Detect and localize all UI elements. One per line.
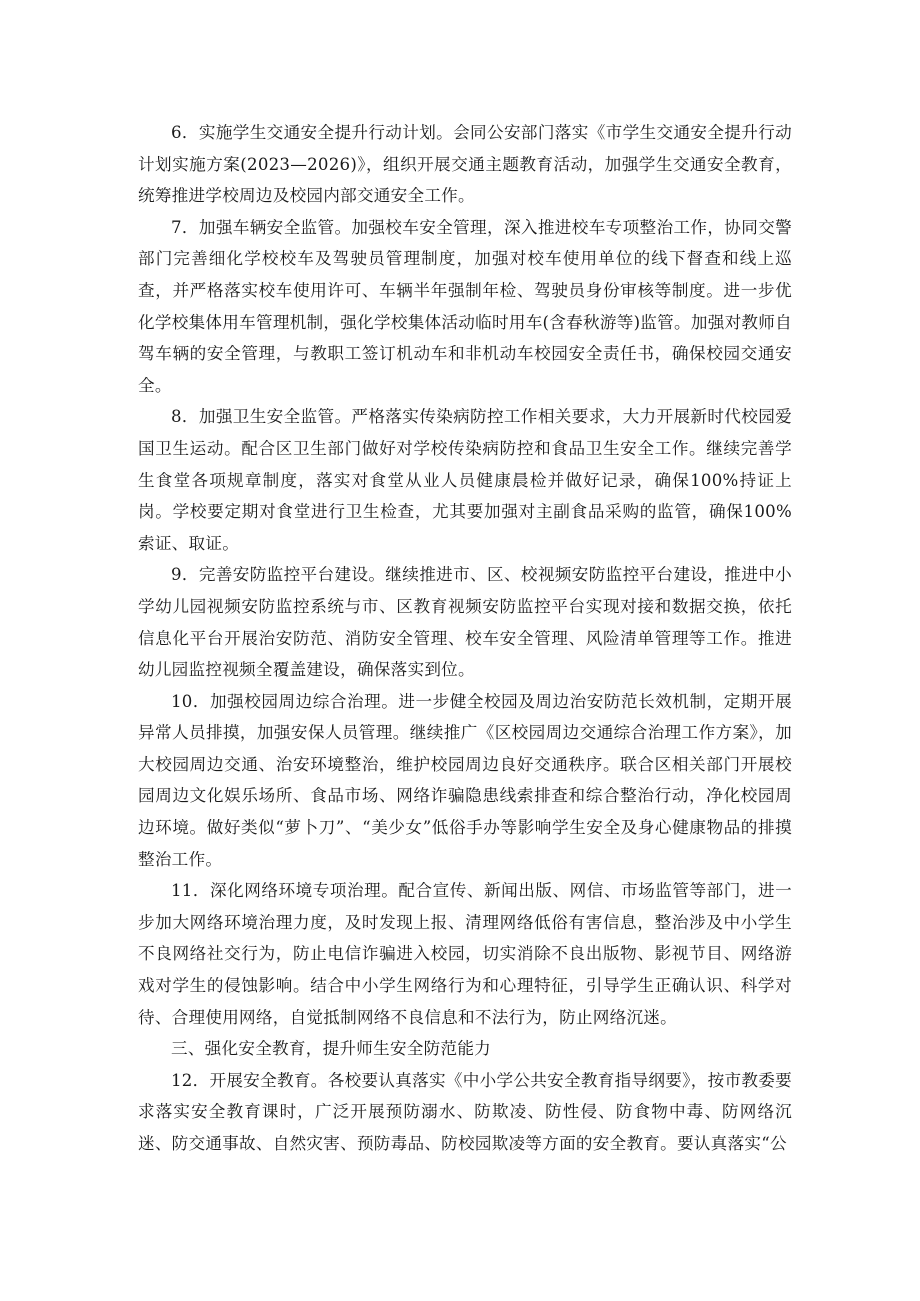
paragraph-item-8: 8．加强卫生安全监管。严格落实传染病防控工作相关要求，大力开展新时代校园爱国卫生运动。配合区卫生部门做好对学校传染病防控和食品卫生安全工作。继续完善学生食堂各项规章制度，落实对食堂从业人员健康晨检并做好记录，确保100%持证上岗。学校要定期对食堂进行卫生检查，尤其要加强对主副食品采购的监管，确保100%索证、取证。	[138, 407, 792, 553]
paragraph-item-11: 11．深化网络环境专项治理。配合宣传、新闻出版、网信、市场监管等部门，进一步加大网络环境治理力度，及时发现上报、清理网络低俗有害信息，整治涉及中小学生不良网络社交行为，防止电信诈骗进入校园，切实消除不良出版物、影视节目、网络游戏对学生的侵蚀影响。结合中小学生网络行为和心理特征，引导学生正确认识、科学对待、合理使用网络，自觉抵制网络不良信息和不法行为，防止网络沉迷。	[138, 881, 792, 1027]
section-heading: 三、强化安全教育，提升师生安全防范能力	[171, 1039, 492, 1059]
paragraph-item-7: 7．加强车辆安全监管。加强校车安全管理，深入推进校车专项整治工作，协同交警部门完善细化学校校车及驾驶员管理制度，加强对校车使用单位的线下督查和线上巡查，并严格落实校车使用许可、车辆半年强制年检、驾驶员身份审核等制度。进一步优化学校集体用车管理机制，强化学校集体活动临时用车(含春秋游等)监管。加强对教师自驾车辆的安全管理，与教职工签订机动车和非机动车校园安全责任书，确保校园交通安全。	[138, 217, 792, 395]
document-body	[138, 117, 792, 1160]
paragraph-item-12: 12．开展安全教育。各校要认真落实《中小学公共安全教育指导纲要》，按市教委要求落实安全教育课时，广泛开展预防溺水、防欺凌、防性侵、防食物中毒、防网络沉迷、防交通事故、自然灾害、预防毒品、防校园欺凌等方面的安全教育。要认真落实“公	[138, 1070, 792, 1153]
paragraph-item-9: 9．完善安防监控平台建设。继续推进市、区、校视频安防监控平台建设，推进中小学幼儿园视频安防监控系统与市、区教育视频安防监控平台实现对接和数据交换，依托信息化平台开展治安防范、消防安全管理、校车安全管理、风险清单管理等工作。推进幼儿园监控视频全覆盖建设，确保落实到位。	[138, 565, 792, 680]
paragraph-item-6: 6．实施学生交通安全提升行动计划。会同公安部门落实《市学生交通安全提升行动计划实施方案(2023—2026)》，组织开展交通主题教育活动，加强学生交通安全教育，统筹推进学校周边及校园内部交通安全工作。	[138, 123, 792, 206]
paragraph-item-10: 10．加强校园周边综合治理。进一步健全校园及周边治安防范长效机制，定期开展异常人员排摸，加强安保人员管理。继续推广《区校园周边交通综合治理工作方案》，加大校园周边交通、治安环境整治，维护校园周边良好交通秩序。联合区相关部门开展校园周边文化娱乐场所、食品市场、网络诈骗隐患线索排查和综合整治行动，净化校园周边环境。做好类似“萝卜刀”、“美少女”低俗手办等影响学生安全及身心健康物品的排摸整治工作。	[138, 691, 792, 869]
